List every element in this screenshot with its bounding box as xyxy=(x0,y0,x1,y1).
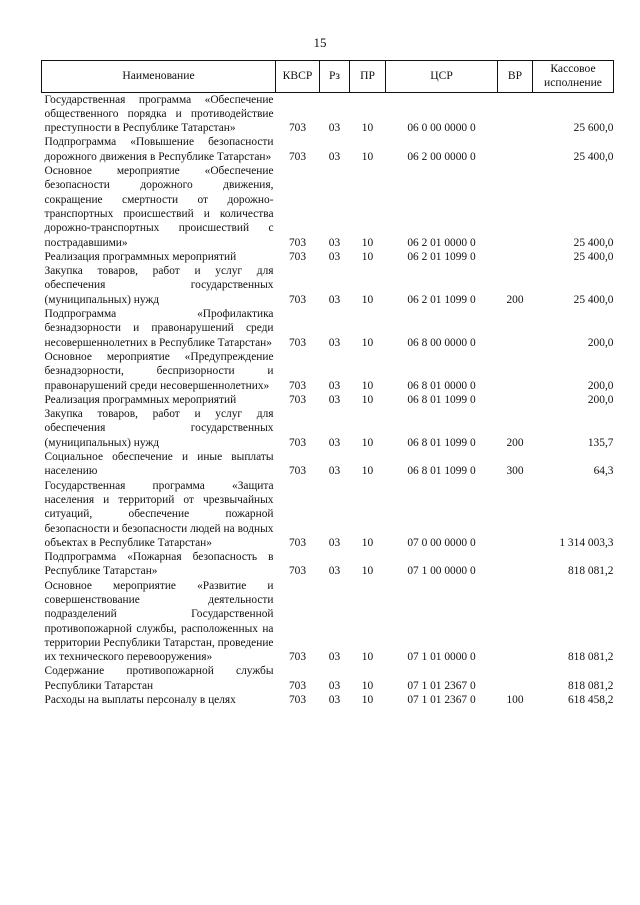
cell-vr: 300 xyxy=(506,465,524,478)
cell-vr xyxy=(498,664,533,693)
cell-pr: 10 xyxy=(361,293,374,306)
cell-vr xyxy=(498,135,533,164)
table-row xyxy=(42,550,614,579)
cell-name: Расходы на выплаты персоналу в целях xyxy=(44,694,236,707)
table-header-row xyxy=(42,61,614,93)
cell-kvsr: 703 xyxy=(288,393,307,406)
cell-sum: 818 081,2 xyxy=(567,565,614,578)
cell-vr xyxy=(498,250,533,264)
cell-name: Закупка товаров, работ и услуг для обеспечения государственных (муниципальных) нужд xyxy=(44,408,274,449)
cell-sum: 25 400,0 xyxy=(573,236,614,249)
cell-vr xyxy=(498,92,533,135)
cell-kvsr: 703 xyxy=(288,236,307,249)
cell-vr xyxy=(498,307,533,350)
cell-name: Государственная программа «Обеспечение общественного порядка и противодействие преступности в Республике Татарстан» xyxy=(44,93,274,135)
cell-pr: 10 xyxy=(361,436,374,449)
table-row xyxy=(42,693,614,707)
cell-vr xyxy=(498,479,533,550)
cell-sum: 200,0 xyxy=(587,336,614,349)
cell-csr: 06 2 01 1099 0 xyxy=(407,293,476,306)
cell-name: Основное мероприятие «Предупреждение безнадзорности, беспризорности и правонарушений среди несовершеннолетних» xyxy=(44,350,274,392)
cell-csr: 06 8 01 0000 0 xyxy=(407,379,476,392)
cell-kvsr: 703 xyxy=(288,536,307,549)
cell-kvsr: 703 xyxy=(288,679,307,692)
cell-pr: 10 xyxy=(361,122,374,135)
cell-kvsr: 703 xyxy=(288,293,307,306)
cell-kvsr: 703 xyxy=(288,336,307,349)
cell-kvsr: 703 xyxy=(288,250,307,263)
cell-rz: 03 xyxy=(328,393,341,406)
cell-pr: 10 xyxy=(361,393,374,406)
cell-vr: 200 xyxy=(506,436,524,449)
cell-sum: 200,0 xyxy=(587,393,614,406)
cell-vr: 200 xyxy=(506,293,524,306)
budget-table xyxy=(41,60,614,707)
cell-csr: 07 0 00 0000 0 xyxy=(407,536,476,549)
page-number: 15 xyxy=(313,35,327,50)
cell-csr: 06 8 01 1099 0 xyxy=(407,465,476,478)
cell-pr: 10 xyxy=(361,236,374,249)
cell-vr xyxy=(498,579,533,665)
cell-name: Подпрограмма «Повышение безопасности дорожного движения в Республике Татарстан» xyxy=(44,136,274,163)
cell-csr: 07 1 01 0000 0 xyxy=(407,651,476,664)
header-csr: ЦСР xyxy=(386,61,498,93)
cell-rz: 03 xyxy=(328,336,341,349)
cell-pr: 10 xyxy=(361,150,374,163)
cell-name: Государственная программа «Защита населения и территорий от чрезвычайных ситуаций, обеспечение пожарной безопасности и безопасности людей на водных объектах в Республике Татарстан» xyxy=(44,479,274,549)
table-row xyxy=(42,393,614,407)
header-pr: ПР xyxy=(350,61,386,93)
cell-rz: 03 xyxy=(328,465,341,478)
cell-rz: 03 xyxy=(328,250,341,263)
cell-csr: 06 2 00 0000 0 xyxy=(407,150,476,163)
table-row xyxy=(42,307,614,350)
cell-rz: 03 xyxy=(328,694,341,707)
cell-vr xyxy=(498,550,533,579)
cell-rz: 03 xyxy=(328,651,341,664)
cell-rz: 03 xyxy=(328,565,341,578)
cell-pr: 10 xyxy=(361,465,374,478)
cell-sum: 818 081,2 xyxy=(567,651,614,664)
cell-sum: 618 458,2 xyxy=(567,694,614,707)
cell-csr: 07 1 00 0000 0 xyxy=(407,565,476,578)
cell-sum: 1 314 003,3 xyxy=(559,536,614,549)
cell-pr: 10 xyxy=(361,651,374,664)
cell-sum: 25 400,0 xyxy=(573,150,614,163)
cell-rz: 03 xyxy=(328,536,341,549)
cell-vr xyxy=(498,393,533,407)
cell-pr: 10 xyxy=(361,679,374,692)
cell-name: Реализация программных мероприятий xyxy=(44,250,237,263)
cell-kvsr: 703 xyxy=(288,379,307,392)
cell-pr: 10 xyxy=(361,565,374,578)
cell-rz: 03 xyxy=(328,436,341,449)
cell-rz: 03 xyxy=(328,122,341,135)
table-row xyxy=(42,450,614,479)
cell-name: Основное мероприятие «Развитие и совершенствование деятельности подразделений Государственной противопожарной службы, расположенных на территории Республики Татарстан, проведение их технического перевооружения» xyxy=(44,579,274,664)
header-name: Наименование xyxy=(42,61,276,93)
cell-sum: 200,0 xyxy=(587,379,614,392)
header-sum: Кассовое исполнение xyxy=(533,61,614,93)
cell-kvsr: 703 xyxy=(288,150,307,163)
cell-csr: 07 1 01 2367 0 xyxy=(407,694,476,707)
table-row xyxy=(42,664,614,693)
cell-rz: 03 xyxy=(328,236,341,249)
cell-kvsr: 703 xyxy=(288,565,307,578)
cell-kvsr: 703 xyxy=(288,436,307,449)
cell-kvsr: 703 xyxy=(288,465,307,478)
cell-name: Подпрограмма «Пожарная безопасность в Республике Татарстан» xyxy=(44,551,274,578)
cell-csr: 06 8 01 1099 0 xyxy=(407,393,476,406)
cell-kvsr: 703 xyxy=(288,651,307,664)
cell-pr: 10 xyxy=(361,536,374,549)
cell-sum: 25 400,0 xyxy=(573,250,614,263)
cell-csr: 06 8 00 0000 0 xyxy=(407,336,476,349)
table-row xyxy=(42,407,614,450)
cell-name: Содержание противопожарной службы Республики Татарстан xyxy=(44,665,274,692)
cell-sum: 135,7 xyxy=(587,436,614,449)
cell-sum: 25 600,0 xyxy=(573,122,614,135)
cell-name: Социальное обеспечение и иные выплаты населению xyxy=(44,451,274,478)
table-row xyxy=(42,164,614,250)
cell-rz: 03 xyxy=(328,293,341,306)
header-kvsr: КВСР xyxy=(276,61,320,93)
cell-vr xyxy=(498,350,533,393)
cell-csr: 06 0 00 0000 0 xyxy=(407,122,476,135)
cell-csr: 06 2 01 0000 0 xyxy=(407,236,476,249)
table-row xyxy=(42,135,614,164)
header-rz: Рз xyxy=(320,61,350,93)
cell-pr: 10 xyxy=(361,336,374,349)
cell-pr: 10 xyxy=(361,379,374,392)
cell-vr: 100 xyxy=(506,694,524,707)
cell-name: Закупка товаров, работ и услуг для обеспечения государственных (муниципальных) нужд xyxy=(44,265,274,306)
cell-csr: 07 1 01 2367 0 xyxy=(407,679,476,692)
cell-vr xyxy=(498,164,533,250)
table-row xyxy=(42,92,614,135)
cell-kvsr: 703 xyxy=(288,122,307,135)
table-body xyxy=(42,92,614,707)
cell-rz: 03 xyxy=(328,679,341,692)
cell-rz: 03 xyxy=(328,379,341,392)
cell-csr: 06 2 01 1099 0 xyxy=(407,250,476,263)
table-row xyxy=(42,479,614,550)
cell-csr: 06 8 01 1099 0 xyxy=(407,436,476,449)
cell-name: Основное мероприятие «Обеспечение безопасности дорожного движения, сокращение смертности от дорожно-транспортных происшествий и количества дорожно-транспортных происшествий с пострадавшими» xyxy=(44,165,274,249)
table-row xyxy=(42,579,614,665)
cell-sum: 25 400,0 xyxy=(573,293,614,306)
cell-name: Реализация программных мероприятий xyxy=(44,393,237,406)
cell-pr: 10 xyxy=(361,694,374,707)
table-row xyxy=(42,350,614,393)
cell-pr: 10 xyxy=(361,250,374,263)
header-vr: ВР xyxy=(498,61,533,93)
cell-name: Подпрограмма «Профилактика безнадзорности и правонарушений среди несовершеннолетних в Республике Татарстан» xyxy=(44,308,274,349)
cell-sum: 818 081,2 xyxy=(567,679,614,692)
cell-kvsr: 703 xyxy=(288,694,307,707)
cell-rz: 03 xyxy=(328,150,341,163)
cell-sum: 64,3 xyxy=(593,465,614,478)
table-row xyxy=(42,250,614,264)
table-row xyxy=(42,264,614,307)
